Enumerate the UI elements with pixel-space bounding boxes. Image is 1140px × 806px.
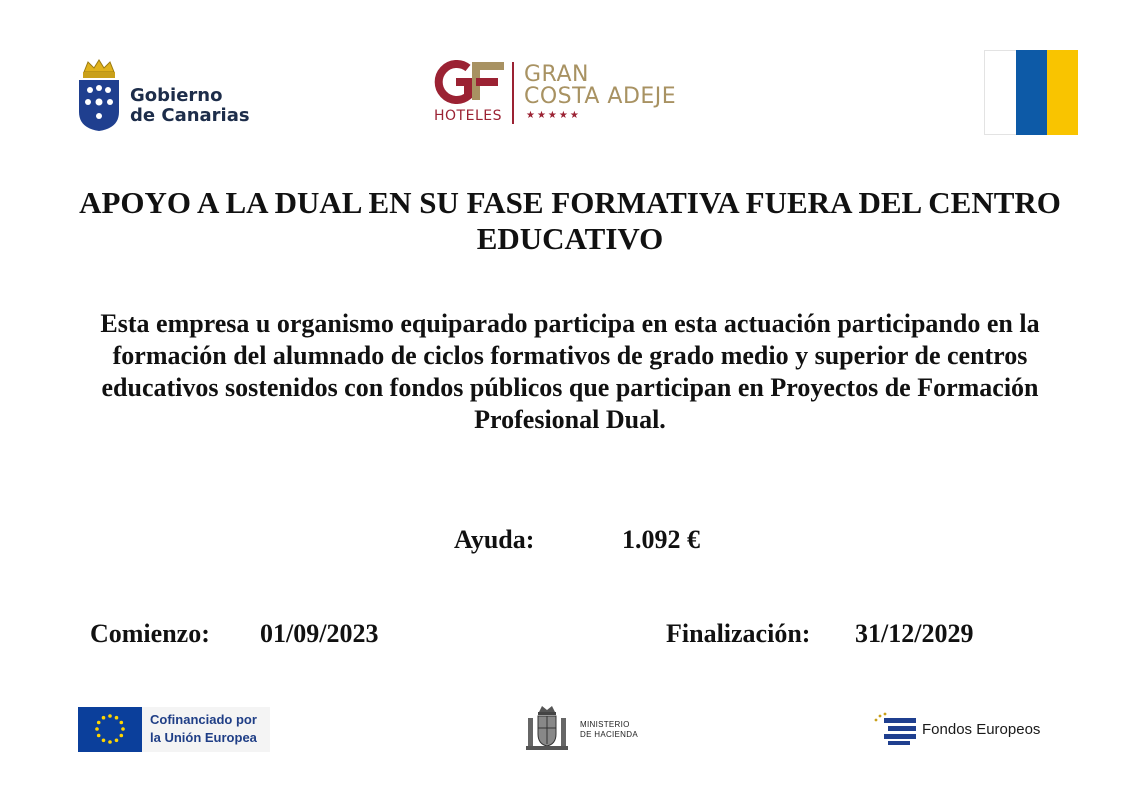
gobierno-logo-text xyxy=(130,86,250,126)
ayuda-value: 1.092 € xyxy=(622,525,700,554)
spain-coat-of-arms-icon xyxy=(524,704,570,756)
gobierno-logo-line1: Gobierno xyxy=(130,85,223,106)
canarias-crest-icon xyxy=(76,58,122,132)
ayuda-label: Ayuda: xyxy=(454,525,535,554)
ministerio-hacienda-logo xyxy=(524,704,644,756)
finalizacion-label: Finalización: xyxy=(666,619,811,648)
notice-body: Esta empresa u organismo equiparado participa en esta actuación participando en la formación del alumnado de ciclos formativos de grado medio y superior de centros educativos sostenidos con fondos públicos que participan en Proyectos de Formación Profesional Dual. xyxy=(100,309,1040,434)
gf-hotel-name xyxy=(524,64,676,108)
fondos-europeos-logo xyxy=(872,712,1042,748)
gf-stars: ★★★★★ xyxy=(526,110,581,121)
ministerio-logo-line2: DE HACIENDA xyxy=(580,730,638,739)
eu-cofinanciado-logo xyxy=(78,707,270,752)
ministerio-logo-line1: MINISTERIO xyxy=(580,720,630,729)
gobierno-logo-line2: de Canarias xyxy=(130,105,250,126)
finalizacion-value: 31/12/2029 xyxy=(855,619,974,648)
comienzo-value: 01/09/2023 xyxy=(260,619,379,648)
gf-logo-divider xyxy=(512,62,514,124)
fondos-europeos-text: Fondos Europeos xyxy=(922,721,1041,738)
gobierno-canarias-logo xyxy=(76,58,276,134)
comienzo-label: Comienzo: xyxy=(90,619,210,648)
ministerio-logo-text xyxy=(580,720,638,740)
eu-logo-text xyxy=(150,711,257,747)
flag-stripe-blue xyxy=(1016,50,1047,135)
canarias-flag-icon xyxy=(984,50,1078,135)
eu-logo-line2: la Unión Europea xyxy=(150,730,257,745)
eu-logo-text-box xyxy=(142,707,270,752)
gf-hotel-name-line2: COSTA ADEJE xyxy=(524,84,677,109)
eu-logo-line1: Cofinanciado por xyxy=(150,712,257,727)
gf-hotel-name-line1: GRAN xyxy=(524,62,589,87)
flag-stripe-white xyxy=(984,50,1016,135)
eu-flag-icon xyxy=(78,707,142,752)
gf-hoteles-logo xyxy=(432,60,722,128)
notice-title: APOYO A LA DUAL EN SU FASE FORMATIVA FUERA DEL CENTRO EDUCATIVO xyxy=(79,185,1061,256)
fondos-europeos-mark-icon xyxy=(872,712,920,746)
flag-stripe-yellow xyxy=(1047,50,1078,135)
gf-hoteles-label: HOTELES xyxy=(434,108,502,124)
gf-logo-mark-icon xyxy=(434,60,508,104)
